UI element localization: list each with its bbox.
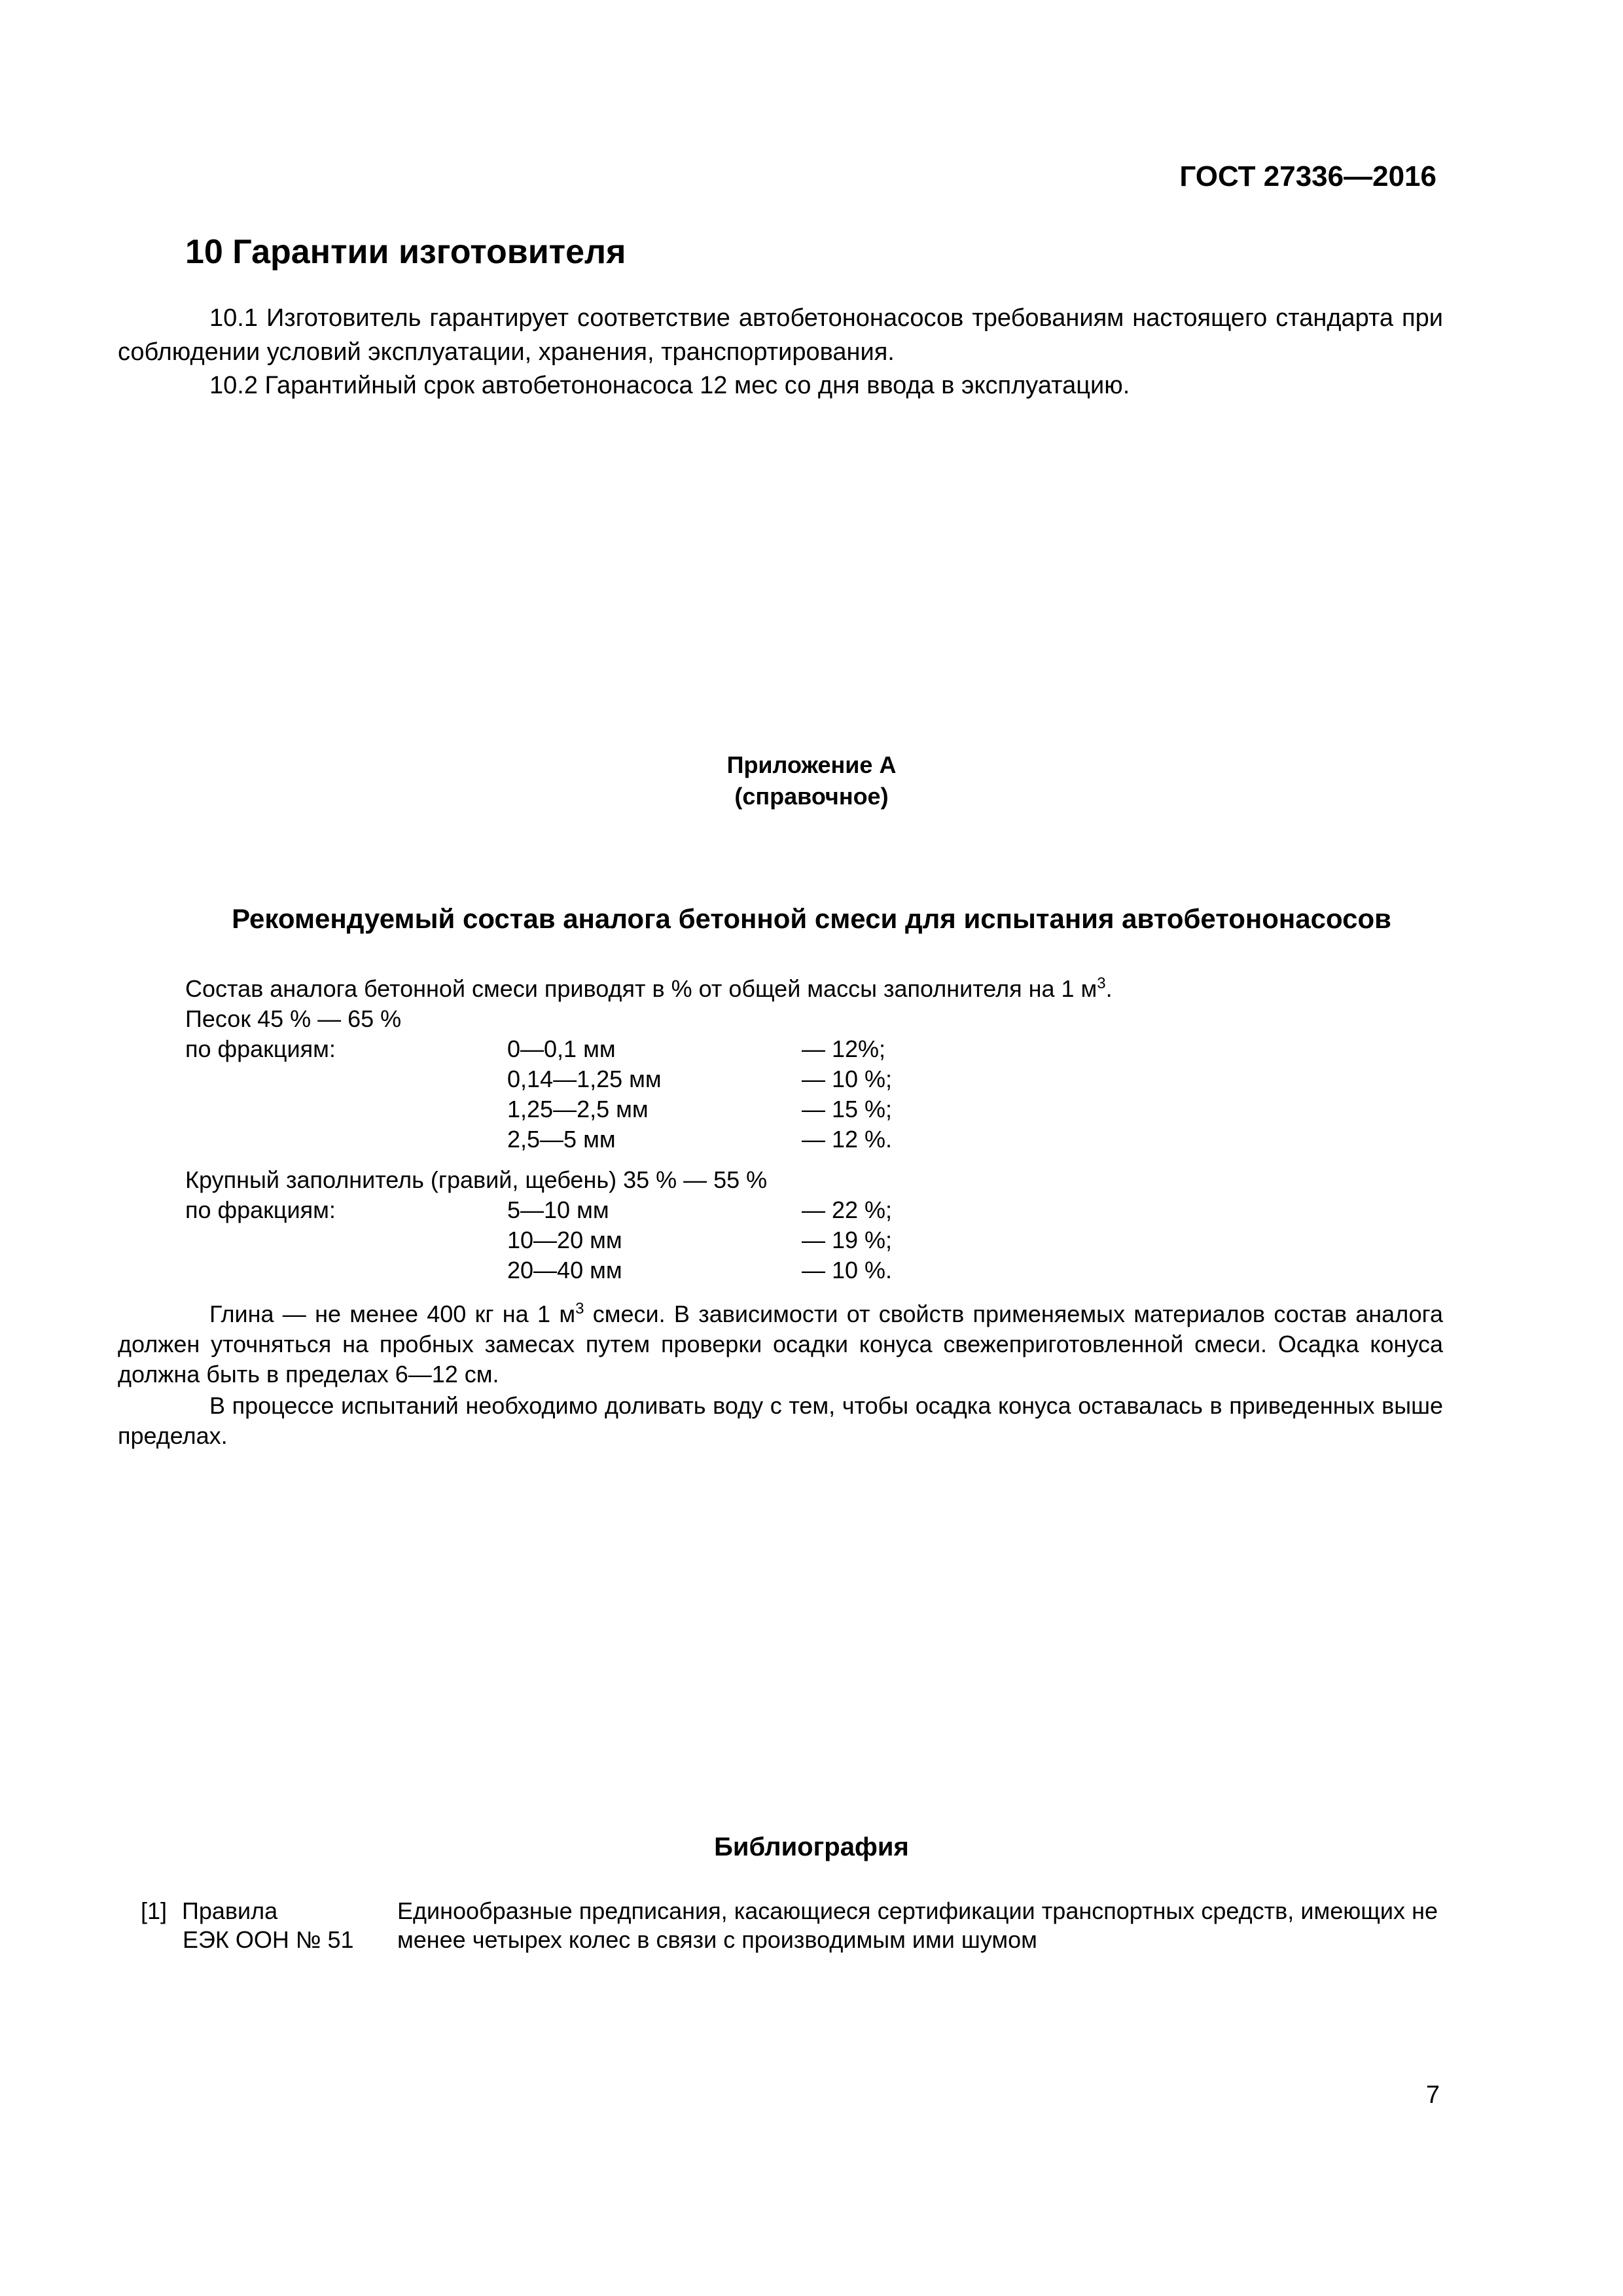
section-10-title: 10 Гарантии изготовителя xyxy=(185,233,626,271)
coarse-fraction-size: 5—10 мм xyxy=(507,1196,609,1223)
document-code: ГОСТ 27336—2016 xyxy=(1179,160,1436,192)
coarse-fraction-pct: — 19 %; xyxy=(802,1227,893,1253)
sand-fraction-size: 1,25—2,5 мм xyxy=(507,1096,649,1122)
bibliography-item-number: [1] xyxy=(141,1897,168,1924)
sand-fraction-pct: — 10 %; xyxy=(802,1066,893,1092)
sand-fraction-size: 0,14—1,25 мм xyxy=(507,1066,662,1092)
coarse-fraction-size: 10—20 мм xyxy=(507,1227,622,1253)
appendix-label: Приложение А xyxy=(726,751,897,778)
coarse-fraction-size: 20—40 мм xyxy=(507,1257,622,1283)
appendix-title: Рекомендуемый состав аналога бетонной смеси для испытания автобетононасосов xyxy=(232,903,1391,934)
sand-fraction-size: 2,5—5 мм xyxy=(507,1126,616,1153)
sand-fraction-pct: — 12%; xyxy=(802,1035,886,1062)
paragraph-10-1: 10.1 Изготовитель гарантирует соответствие автобетононасосов требованиям настоящего стандарта при соблюдении условий эксплуатации, хранения, транспортирования. xyxy=(118,304,1443,366)
sand-fractions-label: по фракциям: xyxy=(185,1035,336,1062)
coarse-line: Крупный заполнитель (гравий, щебень) 35 % — 55 % xyxy=(185,1166,768,1193)
bibliography-item-text: Единообразные предписания, касающиеся сертификации транспортных средств, имеющих не менее четырех колес в связи с производимым ими шумом xyxy=(397,1897,1438,1953)
bibliography-item-name: Правила ЕЭК ООН № 51 xyxy=(182,1897,354,1953)
bibliography-title: Библиография xyxy=(714,1833,909,1861)
coarse-fraction-pct: — 10 %. xyxy=(802,1257,893,1283)
clay-paragraph: Глина — не менее 400 кг на 1 $м^3$ смеси. В зависимости от свойств применяемых материалов состав аналога должен уточняться на пробных замесах путем проверки осадки конуса свежеприготовленной смеси. Осадка конуса должна быть в пределах 6—12 см. xyxy=(118,1300,1443,1388)
appendix-intro: Состав аналога бетонной смеси приводят в % от общей массы заполнителя на 1 $м^3$. xyxy=(185,975,1113,1002)
process-paragraph: В процессе испытаний необходимо доливать воду с тем, чтобы осадка конуса оставалась в приведенных выше пределах. xyxy=(118,1392,1443,1449)
sand-fraction-pct: — 15 %; xyxy=(802,1096,893,1122)
page-number: 7 xyxy=(1425,2081,1440,2109)
paragraph-10-2: 10.2 Гарантийный срок автобетононасоса 12 мес со дня ввода в эксплуатацию. xyxy=(209,372,1130,399)
sand-fraction-pct: — 12 %. xyxy=(802,1126,893,1153)
coarse-fractions-label: по фракциям: xyxy=(185,1196,336,1223)
sand-line: Песок 45 % — 65 % xyxy=(185,1005,402,1032)
appendix-kind: (справочное) xyxy=(734,783,889,810)
sand-fraction-size: 0—0,1 мм xyxy=(507,1035,616,1062)
coarse-fraction-pct: — 22 %; xyxy=(802,1196,893,1223)
